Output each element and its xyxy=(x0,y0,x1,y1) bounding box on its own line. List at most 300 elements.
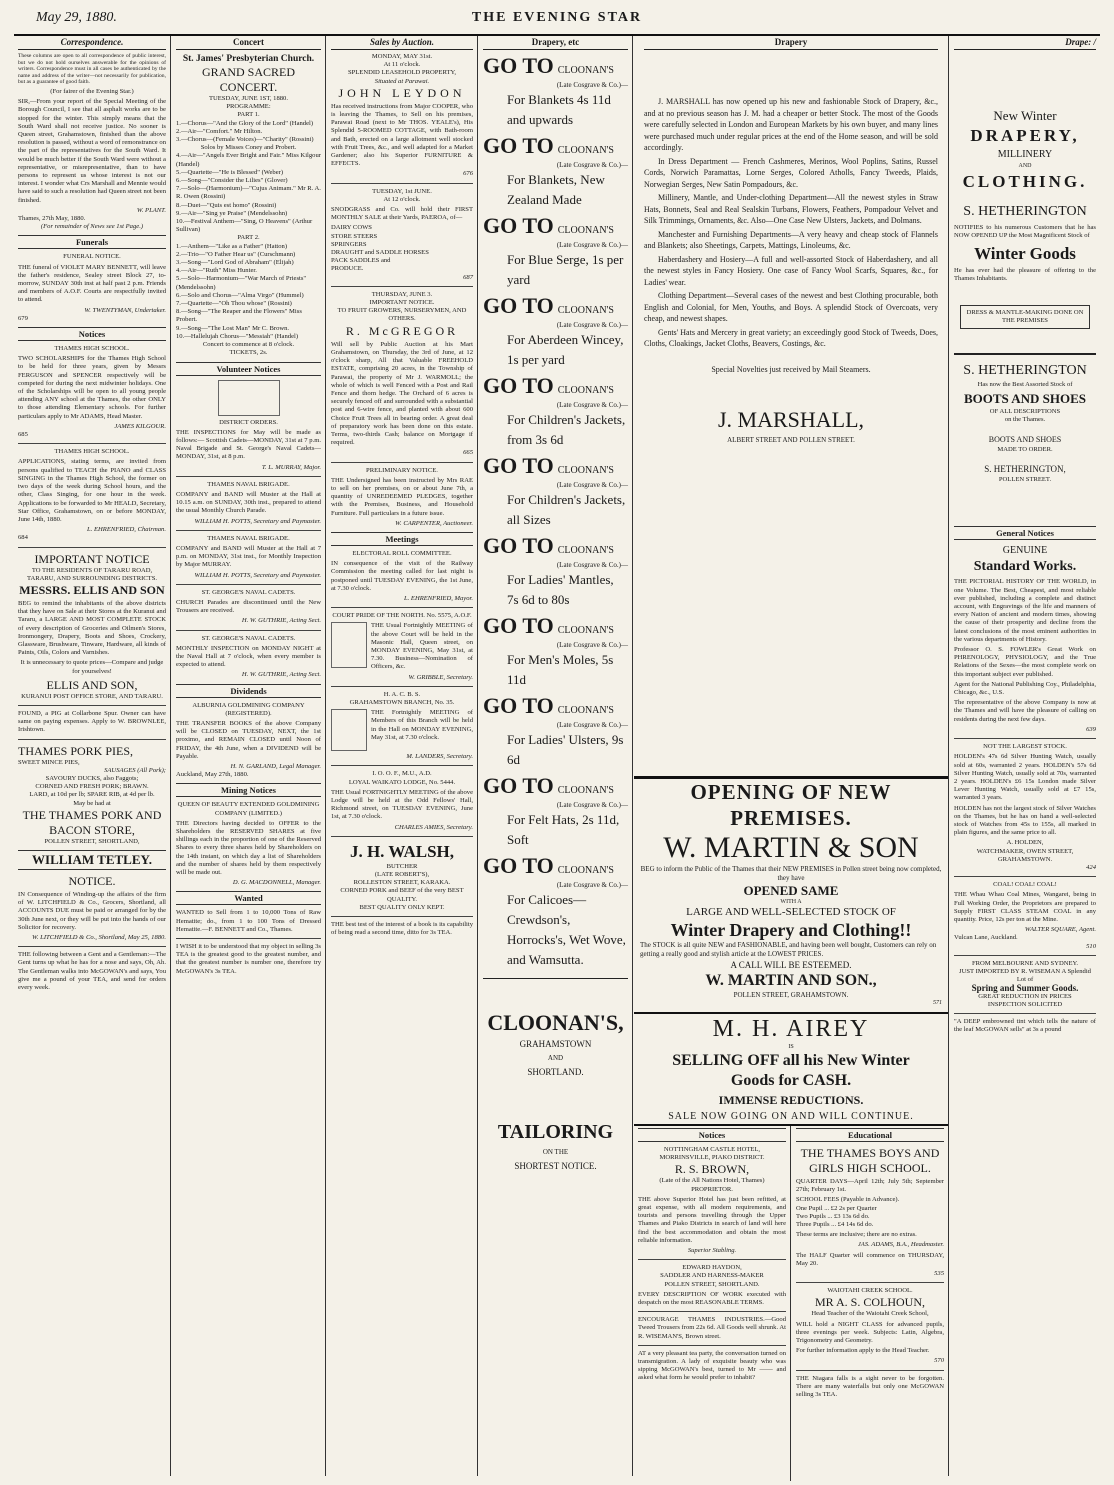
programme-item: 4.—Air—"Ruth" Miss Hunter. xyxy=(176,267,257,275)
martin-addr: POLLEN STREET, GRAHAMSTOWN. xyxy=(733,991,849,999)
section-heading: Drape: / xyxy=(954,36,1096,50)
martin-sign: W. MARTIN AND SON., xyxy=(705,972,877,989)
hetherington-name: S. HETHERINGTON xyxy=(963,204,1087,220)
cloonan-name: CLOONAN'S xyxy=(557,305,614,316)
and-word: AND xyxy=(1018,163,1032,169)
prelim-sign: W. CARPENTER, Auctioneer. xyxy=(395,519,473,527)
colhoun-name: MR A. S. COLHOUN, xyxy=(814,1295,925,1310)
rule xyxy=(331,836,473,837)
cloonan-ad xyxy=(483,133,628,210)
goto-label: GO TO xyxy=(483,773,554,798)
auctioneer-name: R. McGREGOR xyxy=(345,323,459,338)
sale-time: At 11 o'clock. xyxy=(383,61,421,69)
marshall-name: J. MARSHALL, xyxy=(717,407,865,432)
cadets1-sign: H. W. GUTHRIE, Acting Sect. xyxy=(241,617,321,625)
ad-number: 687 xyxy=(463,273,473,281)
holden-sign: A. HOLDEN, xyxy=(1006,839,1044,847)
pork-store: THE THAMES PORK AND BACON STORE, xyxy=(22,807,162,837)
section-heading: Notices xyxy=(638,1128,786,1142)
school2-title: THAMES HIGH SCHOOL. xyxy=(54,448,130,456)
walsh-trade: BUTCHER xyxy=(386,862,418,870)
rule xyxy=(954,1013,1096,1014)
rule xyxy=(176,530,321,531)
ad-number: 571 xyxy=(933,1000,942,1006)
rule xyxy=(331,765,473,766)
rule xyxy=(638,1345,786,1346)
section-heading: Educational xyxy=(796,1128,944,1142)
harp-emblem xyxy=(331,709,367,751)
queen-sign: D. G. MACDONNELL, Manager. xyxy=(232,879,321,887)
boys-school-title: THE THAMES BOYS AND GIRLS HIGH SCHOOL. xyxy=(800,1146,940,1175)
goto-line xyxy=(483,133,628,161)
ad-number: 685 xyxy=(18,431,28,439)
cloonan-ad xyxy=(483,53,628,130)
programme-item: 1.—Anthem—"Like as a Father" (Hatton) xyxy=(176,242,288,250)
pork-line: CORNED AND FRESH PORK; BRAWN. xyxy=(35,783,149,791)
section-heading: Mining Notices xyxy=(176,783,321,797)
school2-sign: L. EHRENFRIED, Chairman. xyxy=(87,526,166,534)
section-heading: Correspondence. xyxy=(18,36,166,50)
pictorial-text: THE PICTORIAL HISTORY OF THE WORLD, in one Volume. The Best, Cheapest, and most reliable ever published, including a complete and distinct account, with Engravings of the life and manners of every Nation of ancient and modern times, showing the cause of their prosperity and decline from the latest conclusions of the most eminent authorities in the various departments of History. xyxy=(954,578,1096,643)
rule xyxy=(331,686,473,687)
school-sign: JAMES KILGOUR. xyxy=(114,422,166,430)
half-quarter: The HALF Quarter will commence on THURSDAY, May 20. xyxy=(796,1251,944,1267)
cloonan-late: (Late Cosgrave & Co.)— xyxy=(556,801,628,809)
goto-line xyxy=(483,693,628,721)
ad-number: 570 xyxy=(934,1357,944,1365)
pollen-street: POLLEN STREET. xyxy=(998,476,1052,484)
hacb-title: H. A. C. B. S. xyxy=(383,690,421,698)
rule xyxy=(18,946,166,947)
programme-label: PROGRAMME: xyxy=(226,103,271,111)
column-divider xyxy=(325,36,326,1476)
cloonan-name: CLOONAN'S xyxy=(557,465,614,476)
no-extras: These terms are inclusive; there are no extras. xyxy=(796,1231,917,1239)
programme-item: 6.—Solo and Chorus—"Alma Virgo" (Hummel) xyxy=(176,291,304,299)
goto-line xyxy=(483,293,628,321)
ellis-body: BEG to remind the inhabitants of the above districts that they have on Sale at their Stores at the Kuranui and Tararu, a LARGE AND MOST COMPLETE STOCK of every description of Groceries and Oilmen's Stores, Ironmongery, Drapery, Boots and Shoes, Crockery, Glassware, Brushware, Tinware, Hardware, all kinds of Paints, Oils, Colors and Varnishes. xyxy=(18,599,166,657)
ad-number: 639 xyxy=(1086,725,1096,733)
property-title: SPLENDID LEASEHOLD PROPERTY, xyxy=(347,69,457,77)
rule xyxy=(331,286,473,287)
cloonan-ad xyxy=(483,773,628,850)
goto-label: GO TO xyxy=(483,133,554,158)
goto-line xyxy=(483,613,628,641)
programme-item: 10.—Festival Anthem—"Sing, O Heavens" (Arthur Sullivan) xyxy=(176,218,313,234)
pork-addr: POLLEN STREET, SHORTLAND, xyxy=(44,837,140,845)
fee-row: Three Pupils ... £4 14s 6d do. xyxy=(796,1221,874,1229)
programme-item: 7.—Quartette—"Oh Thou whose" (Rossini) xyxy=(176,300,292,308)
rule xyxy=(954,955,1096,956)
cloonans-town2: SHORTLAND. xyxy=(527,1067,584,1077)
district-body: THE INSPECTIONS for May will be made as follows:— Scottish Cadets—MONDAY, 31st at 7 p.m. Naval Brigade and St. George's Naval Cadets—MONDAY, 31st, at 8 p.m. xyxy=(176,428,321,461)
spring-goods: Spring and Summer Goods. xyxy=(971,983,1079,994)
rule xyxy=(18,443,166,444)
cloonan-ad xyxy=(483,533,628,610)
section-heading: Drapery xyxy=(644,36,938,50)
hetherington-name: S. HETHERINGTON xyxy=(954,353,1096,381)
rule xyxy=(638,1311,786,1312)
alburnia-body: THE TRANSFER BOOKS of the above Company will be CLOSED on TUESDAY, NEXT, the 1st proximo, and REMAIN CLOSED until Noon of FRIDAY, the 4th June, when a DIVIDEND will be Payable. xyxy=(176,719,321,760)
masthead xyxy=(0,0,1114,34)
hacb-body: THE Fortnightly MEETING of Members of this Branch will be held in the Hall on MONDAY EVENING, May 31st, at 7.30 o'clock. xyxy=(371,709,473,741)
stock-item: SPRINGERS xyxy=(331,240,367,248)
rule xyxy=(954,876,1096,877)
clothing-title: CLOTHING. xyxy=(962,172,1088,192)
haydon-trade: SADDLER AND HARNESS-MAKER xyxy=(660,1272,764,1280)
notice-body: IN Consequence of Winding-up the affairs of the firm of W. LITCHFIELD & Co., Grocers, Shortland, all ACCOUNTS DUE must be paid or arranged for by the 30th June next, or they will be put into the hands of our Solicitor for recovery. xyxy=(18,890,166,931)
dialogue-ad: THE following between a Gent and a Gentleman:—The Gent turns up what he has for a nose and says, Oh, Ah. The Gentleman walks into McGOWAN's and says, You give me a pound of your TEA, and send for orders every week. xyxy=(18,951,166,992)
fowler-text: Professor O. S. FOWLER's Great Work on PHRENOLOGY, PHYSIOLOGY, and the True Relations of the Sexes—the most complete work on this important subject ever published. xyxy=(954,646,1096,678)
queen-body: THE Directors having decided to OFFER to the Shareholders the RESERVED SHARES at five shillings each in the proportion of one of the Reserved Shares to every three shares held by Shareholders on the 14th instant, on which day a list of Shareholders and the number of shares held by them respectively will be made out. xyxy=(176,819,321,877)
issue-date: May 29, 1880. xyxy=(36,10,117,25)
school2-body: APPLICATIONS, stating terms, are invited from persons qualified to TEACH the PIANO and CLASS SINGING in the Thames High School, the former on two days of the week during School hours, and the other, Class Singing, for one hour in the week. Applications to be forwarded to Mr HEALD, Secretary, Star Office, Grahamstown, on or before MONDAY, June 14th, 1880. xyxy=(18,458,166,523)
electoral-body: IN consequence of the visit of the Railway Commission the meeting called for last night is postponed until TUESDAY EVENING, the 1st June, at 7.30 o'clock. xyxy=(331,560,473,592)
cloonan-late: (Late Cosgrave & Co.)— xyxy=(556,321,628,329)
airey-is: IS xyxy=(788,1044,794,1050)
section-heading: Notices xyxy=(18,327,166,341)
cloonan-late: (Late Cosgrave & Co.)— xyxy=(556,561,628,569)
martin-with: WITH A xyxy=(780,899,802,905)
rule xyxy=(18,739,166,740)
all-desc: OF ALL DESCRIPTIONS xyxy=(989,407,1061,415)
goto-label: GO TO xyxy=(483,293,554,318)
cadets1-title: ST. GEORGE'S NAVAL CADETS. xyxy=(201,588,296,596)
educational-col xyxy=(792,1126,948,1401)
auctioneer-name: JOHN LEYDON xyxy=(338,85,466,100)
sale-date: THURSDAY, JUNE 3. xyxy=(371,290,433,298)
prelim-title: PRELIMINARY NOTICE. xyxy=(366,466,438,474)
correspondence-note: These columns are open to all correspondence of public interest, but we do not hold ourselves answerable for the opinions of writers. Correspondence must in all cases be authenticated by the name and address of the writer—not necessarily for publication, but as a guarantee of good faith. xyxy=(18,53,166,86)
cloonan-name: CLOONAN'S xyxy=(557,545,614,556)
school-title: THAMES HIGH SCHOOL. xyxy=(54,345,130,353)
column-divider xyxy=(477,36,478,1476)
cloonan-ad-list xyxy=(483,53,628,970)
walsh-best: BEST QUALITY ONLY KEPT. xyxy=(359,903,445,911)
wanted-body: WANTED to Sell from 1 to 10,000 Tons of Raw Hematite; do., from 1 to 100 Tons of Dressed Hematite.—F. BENNETT and Co., Thames. xyxy=(176,909,321,933)
sale-time: At 12 o'clock. xyxy=(383,195,421,203)
coal-body: THE Whau Whau Coal Mines, Wangarei, being in Full Working Order, the Proprietors are prepared to Supply FIRST CLASS STEAM COAL in any quantity. Price, 12s per ton at the Mine. xyxy=(954,891,1096,923)
electoral-sign: L. EHRENFRIED, Mayor. xyxy=(403,594,473,602)
programme-item: 3.—Chorus—(Female Voices)—"Charity" (Rossini) xyxy=(176,136,314,144)
programme-item: 8.—Duet—"Quis est homo" (Rossini) xyxy=(176,201,277,209)
colhoun-role: Head Teacher of the Waiotahi Creek School, xyxy=(811,1310,929,1318)
goto-line xyxy=(483,373,628,401)
section-heading: Drapery, etc xyxy=(483,36,628,50)
rule xyxy=(483,978,628,979)
martin-call: A CALL WILL BE ESTEEMED. xyxy=(730,960,852,970)
goto-label: GO TO xyxy=(483,373,554,398)
church-title: St. James' Presbyterian Church. xyxy=(182,54,315,64)
airey-name: M. H. AIREY xyxy=(712,1016,870,1042)
marshall-para: Clothing Department—Several cases of the newest and best Clothing procurable, both English and Colonial, for Men, Youths, and Boys. A splendid Stock of Overcoats, very cheap, and newest shapes. xyxy=(644,291,938,323)
rule xyxy=(331,462,473,463)
rule xyxy=(796,1370,944,1371)
court-body: THE Usual Fortnightly MEETING of the above Court will be held in the Masonic Hall, Queen street, on MONDAY EVENING, May 31st, at 7.30. Business—Nomination of Officers, &c. xyxy=(371,622,473,671)
rule xyxy=(638,1259,786,1260)
rule xyxy=(176,630,321,631)
property-location: Situated at Parawai. xyxy=(374,77,430,85)
district-title: DISTRICT ORDERS. xyxy=(219,418,278,426)
cloonan-ad xyxy=(483,613,628,690)
column-correspondence xyxy=(14,36,170,1476)
martin-opened: OPENED SAME xyxy=(743,883,839,898)
tetley-name: WILLIAM TETLEY. xyxy=(18,850,166,870)
goto-label: GO TO xyxy=(483,213,554,238)
rule xyxy=(176,476,321,477)
airey-ad xyxy=(634,1012,948,1125)
cloonan-offer: For Ladies' Ulsters, 9s 6d xyxy=(507,732,624,767)
cloonan-offer: For Calicoes—Crewdson's, Horrocks's, Wet Wove, and Wamsutta. xyxy=(507,892,626,967)
waiotahi-title: WAIOTAHI CREEK SCHOOL. xyxy=(827,1287,913,1295)
cloonan-name: CLOONAN'S xyxy=(557,65,614,76)
cadets1-body: CHURCH Parades are discontinued until the New Trousers are received. xyxy=(176,598,321,615)
programme-item: 10.—Hallelujah Chorus—"Messiah" (Handel) xyxy=(176,332,299,340)
stock-item: PACK SADDLES and xyxy=(331,257,391,265)
programme-item: 3.—Song—"Lord God of Abraham" (Elijah) xyxy=(176,259,294,267)
section-heading: Sales by Auction. xyxy=(331,36,473,50)
pork-title: THAMES PORK PIES, xyxy=(18,743,134,758)
rule xyxy=(331,607,473,608)
reduction-text: GREAT REDUCTION IN PRICES xyxy=(978,992,1072,1000)
notices-col xyxy=(634,1126,790,1385)
mcgregor-body: Will sell by Public Auction at his Mart Grahamstown, on Thursday, the 3rd of June, at 12 o'clock sharp, All that Valuable FREEHOLD ESTATE, comprising 20 acres, in the Township of Parawai, the property of Mr J. WARMOLL; the whole of which is well Fenced with a Post and Rail Fence and thorn hedge. The Orchard of 6 acres is securely fenced off and surrounded with a substantial post and 6-wire fence, and planted with about 600 Choice Fruit Trees all in bearing order. A great deal of preparatory work has been done on this estate. Terms, two-thirds Cash; balance on Mortgage if required. xyxy=(331,340,473,447)
goto-line xyxy=(483,53,628,81)
cloonan-late: (Late Cosgrave & Co.)— xyxy=(556,241,628,249)
tailoring-notice: SHORTEST NOTICE. xyxy=(514,1161,597,1171)
rule xyxy=(954,738,1096,739)
ad-number: 510 xyxy=(1086,942,1096,950)
cloonan-name: CLOONAN'S xyxy=(557,625,614,636)
goto-line xyxy=(483,773,628,801)
airey-selling: SELLING OFF all his New Winter xyxy=(672,1052,910,1069)
agent-text: Agent for the National Publishing Coy., Philadelphia, Chicago, &c., U.S. xyxy=(954,680,1096,697)
goto-line xyxy=(483,533,628,561)
newspaper-title: THE EVENING STAR xyxy=(471,10,643,25)
martin-winter: Winter Drapery and Clothing!! xyxy=(670,920,912,940)
martin-large: LARGE AND WELL-SELECTED STOCK OF xyxy=(686,906,896,918)
section-heading: Concert xyxy=(176,36,321,50)
holden-body: HOLDEN has not the largest stock of Silver Watches on the Thames, but he has on hand a well-selected stock of Watches from 45s to 155s, all marked in plain figures, and the same price to all. xyxy=(954,804,1096,837)
ellis-tag: It is unnecessary to quote prices—Compare and judge for yourselves! xyxy=(20,659,164,675)
pork-line: SAUSAGES (All Pork); xyxy=(104,766,166,774)
coal-addr: Vulcan Lane, Auckland. xyxy=(954,934,1018,942)
marshall-para: Manchester and Furnishing Departments—A very heavy and cheap stock of Flannels and Blankets; also Sheetings, Carpets, Mattings, Linoleums, &c. xyxy=(644,229,938,250)
new-winter: New Winter xyxy=(993,108,1057,123)
marshall-addr: ALBERT STREET AND POLLEN STREET. xyxy=(727,436,855,444)
ad-number: 684 xyxy=(18,534,28,542)
programme-item: 1.—Chorus—"And the Glory of the Lord" (Handel) xyxy=(176,119,314,127)
headmaster-sign: JAS. ADAMS, B.A., Headmaster. xyxy=(857,1241,944,1249)
walsh-corned: CORNED PORK and BEEF of the very BEST QUALITY. xyxy=(340,887,464,903)
cadets2-body: MONTHLY INSPECTION on MONDAY NIGHT at the Naval Hall at 7 o'clock, when every member is expected to attend. xyxy=(176,644,321,669)
holden-prices: HOLDEN's 47s 6d Silver Hunting Watch, usually sold at 60s, warranted 2 years. HOLDEN's 57s 6d Silver Hunting Watch, usually sold at 70s, warranted 2 years. HOLDEN's £6 15s London made Silver Lever Hunting Watch, usually sold at £7 15s, warranted 3 years. xyxy=(954,753,1096,802)
lodge-sign: CHARLES AMIES, Secretary. xyxy=(394,823,473,831)
ever-text: He has ever had the pleasure of offering to the Thames Inhabitants. xyxy=(954,266,1096,282)
goto-label: GO TO xyxy=(483,613,554,638)
marshall-para: Haberdashery and Hosiery—A full and well-assorted Stock of Haberdashery, and all the newest styles in Fancy Hosiery. One case of Fancy Wool Scarfs, Squares, &c., for Ladies' wear. xyxy=(644,254,938,287)
cloonan-name: CLOONAN'S xyxy=(557,865,614,876)
pork-line: SAVOURY DUCKS, also Faggots; xyxy=(45,774,139,782)
ad-number: 665 xyxy=(463,449,473,457)
letter-sign: W. PLANT. xyxy=(136,206,166,214)
column-divider xyxy=(170,36,171,1476)
part-label: PART 2. xyxy=(237,234,260,242)
pork-line: SWEET MINCE PIES, xyxy=(18,758,80,766)
leydon-body: Has received instructions from Major COOPER, who is leaving the Thames, to Sell on his premises, Parawai Road (next to Mr THOS. YEALE's), His Splendid 5-ROOMED COTTAGE, with Bath-room and Bath, erected on a large allotment well stocked with Fruit Trees, &c., and well adapted for a Market Gardener; also his Superior FURNITURE & EFFECTS. xyxy=(331,102,473,168)
wiseman-text: JUST IMPORTED BY R. WISEMAN A Splendid Lot of xyxy=(959,967,1091,984)
important-title: IMPORTANT NOTICE xyxy=(34,551,150,566)
programme-item: 9.—Air—"Sing ye Praise" (Mendelssohn) xyxy=(176,209,288,217)
cloonan-ad xyxy=(483,213,628,290)
cloonan-offer: For Ladies' Mantles, 7s 6d to 80s xyxy=(507,572,614,607)
hotel-late: (Late of the All Nations Hotel, Thames) PROPRIETOR. xyxy=(659,1177,765,1193)
pork-line: May be had at xyxy=(73,799,111,807)
continued-note: (For remainder of News see 1st Page.) xyxy=(40,223,144,231)
cloonan-late: (Late Cosgrave & Co.)— xyxy=(556,641,628,649)
stock-item: DRAUGHT and SADDLE HORSES xyxy=(331,249,429,257)
goto-line xyxy=(483,853,628,881)
section-heading: Meetings xyxy=(331,532,473,546)
cloonan-name: CLOONAN'S xyxy=(557,385,614,396)
on-thames: on the Thames. xyxy=(1004,415,1046,423)
programme-item: 2.—Trio—"O Father Hear us" (Curschmann) xyxy=(176,250,296,258)
naval1-title: THAMES NAVAL BRIGADE. xyxy=(207,480,290,488)
goto-line xyxy=(483,213,628,241)
column-concert xyxy=(172,36,325,1476)
goto-label: GO TO xyxy=(483,693,554,718)
important-sub: TO THE RESIDENTS OF TARARU ROAD, TARARU, AND SURROUNDING DISTRICTS. xyxy=(26,566,158,582)
programme-item: 7.—Solo—(Harmonium)—"Cujus Animam." Mr R. A. R. Owen (Rossini) xyxy=(176,185,321,201)
cloonan-offer: For Aberdeen Wincey, 1s per yard xyxy=(507,332,624,367)
cloonans-town: GRAHAMSTOWN xyxy=(519,1039,592,1049)
funeral-title: FUNERAL NOTICE. xyxy=(63,253,121,261)
walsh-late: (LATE ROBERT'S), xyxy=(374,871,430,879)
cloonans-and: AND xyxy=(547,1054,564,1062)
school-body: TWO SCHOLARSHIPS for the Thames High School to be held for three years, given by Messrs FERGUSON and SPENCER respectively will be competed for during the next midwinter holidays. One of the Scholarships will be open to all young people attending ANY school at the Thames, the other ONLY to those attending Elementary schools. For further particulars apply to Mr ADAMS, Head Master. xyxy=(18,355,166,420)
column-marshall xyxy=(634,36,948,776)
rep-text: The representative of the above Company is now at the Thames and will have the pleasure of calling on residents during the next few days. xyxy=(954,699,1096,723)
rule xyxy=(18,705,166,706)
stock-item: DAIRY COWS xyxy=(331,224,372,232)
goto-line xyxy=(483,453,628,481)
hotel-title: NOTTINGHAM CASTLE HOTEL, MORRINSVILLE, PIAKO DISTRICT. xyxy=(659,1146,765,1162)
cloonan-ad xyxy=(483,293,628,370)
cloonan-name: CLOONAN'S xyxy=(557,785,614,796)
rule xyxy=(331,916,473,917)
cloonan-offer: For Felt Hats, 2s 11d, Soft xyxy=(507,812,620,847)
alburnia-title: ALBURNIA GOLDMINING COMPANY (REGISTERED). xyxy=(192,701,305,717)
section-heading: Wanted xyxy=(176,891,321,905)
notice-title: NOTICE. xyxy=(68,873,116,888)
cloonan-ad xyxy=(483,853,628,970)
section-heading: General Notices xyxy=(954,526,1096,540)
cloonan-ad xyxy=(483,373,628,450)
section-heading: Volunteer Notices xyxy=(176,362,321,376)
goto-label: GO TO xyxy=(483,453,554,478)
naval1-body: COMPANY and BAND will Muster at the Hall at 10.15 a.m. on SUNDAY, 30th inst., prepared to attend the usual Monthly Church Parade. xyxy=(176,490,321,515)
airey-reductions: IMMENSE REDUCTIONS. xyxy=(718,1093,864,1107)
drapery-title: DRAPERY, xyxy=(970,126,1080,145)
rule xyxy=(18,547,166,548)
cloonan-name: CLOONAN'S xyxy=(557,145,614,156)
tea-ad: I WISH it to be understood that my object in selling 3s TEA is the greatest good to the greatest number, and that the greatest number is number one, therefore try McGOWAN's 3s TEA. xyxy=(176,943,321,975)
programme-item: 6.—Song—"Consider the Lilies" (Glover) xyxy=(176,177,288,185)
cadets2-title: ST. GEORGE'S NAVAL CADETS. xyxy=(201,634,296,642)
tea-ad: THE best test of the interest of a book is its capability of being read a second time, ditto for 3s TEA. xyxy=(331,921,473,937)
alburnia-sign: H. N. GARLAND, Legal Manager. xyxy=(230,763,321,770)
ioof-title: I. O. O. F., M.U., A.D. xyxy=(372,770,432,778)
ad-number: 424 xyxy=(1086,863,1096,871)
tailoring-on: ON THE xyxy=(542,1148,569,1156)
walsh-addr: ROLLESTON STREET, KARAKA. xyxy=(353,879,451,887)
tea-ad: "A DEEP embrowned tint which tells the nature of the leaf McGOWAN sells" at 3s a pound xyxy=(954,1017,1096,1034)
hotel-owner: R. S. BROWN, xyxy=(674,1162,750,1177)
funeral-sign: W. TWENTYMAN, Undertaker. xyxy=(84,306,166,314)
winter-goods: Winter Goods xyxy=(974,243,1076,263)
naval2-sign: WILLIAM H. POTTS, Secretary and Paymaster. xyxy=(194,571,321,579)
goto-label: GO TO xyxy=(483,53,554,78)
ad-number: 679 xyxy=(18,314,28,322)
fee-row: Two Pupils ... £3 13s 6d do. xyxy=(796,1212,870,1220)
haydon-name: EDWARD HAYDON, xyxy=(682,1264,742,1272)
haydon-body: EVERY DESCRIPTION OF WORK executed with despatch on the most REASONABLE TERMS. xyxy=(638,1290,786,1307)
section-heading: Funerals xyxy=(18,235,166,249)
naval1-sign: WILLIAM H. POTTS, Secretary and Paymaster. xyxy=(194,517,321,525)
column-cloonans xyxy=(479,36,632,1476)
naval2-body: COMPANY and BAND will Muster at the Hall at 7 p.m. on MONDAY, 31st inst., for Monthly Inspection by Major MURRAY. xyxy=(176,544,321,569)
section-heading: Dividends xyxy=(176,684,321,698)
cloonan-late: (Late Cosgrave & Co.)— xyxy=(556,81,628,89)
growers-title: TO FRUIT GROWERS, NURSERYMEN, AND OTHERS. xyxy=(337,307,467,323)
boots-title: BOOTS AND SHOES xyxy=(963,390,1087,406)
stock-item: STORE STEERS xyxy=(331,232,378,240)
best-stock: Has now the Best Assorted Stock of xyxy=(977,381,1073,389)
bottom-notices xyxy=(634,1124,948,1481)
largest-title: NOT THE LARGEST STOCK. xyxy=(983,743,1067,751)
programme-item: 8.—Song—"The Reaper and the Flowers" Miss Probert. xyxy=(176,308,302,324)
cloonan-offer: For Children's Jackets, from 3s 6d xyxy=(507,412,626,447)
hetherington-name: S. HETHERINGTON, xyxy=(984,464,1066,475)
airey-sale: SALE NOW GOING ON AND WILL CONTINUE. xyxy=(668,1111,914,1122)
rule xyxy=(176,584,321,585)
dressmaking-box: DRESS & MANTLE-MAKING DONE ON THE PREMISES xyxy=(960,305,1090,329)
district-sign: T. L. MURRAY, Major. xyxy=(261,463,321,471)
cloonan-offer: For Children's Jackets, all Sizes xyxy=(507,492,626,527)
cloonan-ad xyxy=(483,453,628,530)
holden-addr: WATCHMAKER, OWEN STREET, GRAHAMSTOWN. xyxy=(976,847,1074,863)
queen-title: QUEEN OF BEAUTY EXTENDED GOLDMINING COMPANY (LIMITED.) xyxy=(177,801,320,817)
fee-row: One Pupil ... £2 2s per Quarter xyxy=(796,1204,877,1212)
martin-stock: The STOCK is all quite NEW and FASHIONABLE, and having been well bought, Customers can rely on getting a really good and stylish article at the LOWEST PRICES. xyxy=(640,941,937,958)
cloonan-offer: For Men's Moles, 5s 11d xyxy=(507,652,614,687)
martin-ad xyxy=(634,776,948,1006)
letter-intro: (For fairer of the Evening Star.) xyxy=(50,87,134,95)
lodge-title: LOYAL WAIKATO LODGE, No. 5444. xyxy=(348,778,456,786)
cloonan-offer: For Blue Serge, 1s per yard xyxy=(507,252,624,287)
prelim-body: THE Undersigned has been instructed by Mrs RAE to sell on her premises, on or about June 7th, a quantity of UNREDEEMED PLEDGES, together with the Premises, Business, and Household Furniture. Full particulars in a future issue. xyxy=(331,476,473,517)
cloonan-late: (Late Cosgrave & Co.)— xyxy=(556,161,628,169)
coal-title: COAL! COAL! COAL! xyxy=(993,881,1057,889)
crest-emblem xyxy=(331,622,367,668)
marshall-para: Millinery, Mantle, and Under-clothing Department—All the newest styles in Straw Hats, Bonnets, Seal and Real Sealskin Turbans, Flowers, Feathers, Pompadour Velvet and Silk Trimmings, Ornaments, &c. Also—One Case New Ulsters, Jackets, and Dolmans. xyxy=(644,193,938,225)
quarter-days: QUARTER DAYS—April 12th; July 5th; September 27th; February 1st. xyxy=(796,1178,944,1194)
cloonan-name: CLOONAN'S xyxy=(557,705,614,716)
ad-number: 676 xyxy=(463,170,473,178)
millinery-title: MILLINERY xyxy=(997,149,1053,160)
programme-item: 9.—Song—"The Lost Man" Mr C. Brown. xyxy=(176,324,290,332)
made-to-order: MADE TO ORDER. xyxy=(997,446,1053,454)
